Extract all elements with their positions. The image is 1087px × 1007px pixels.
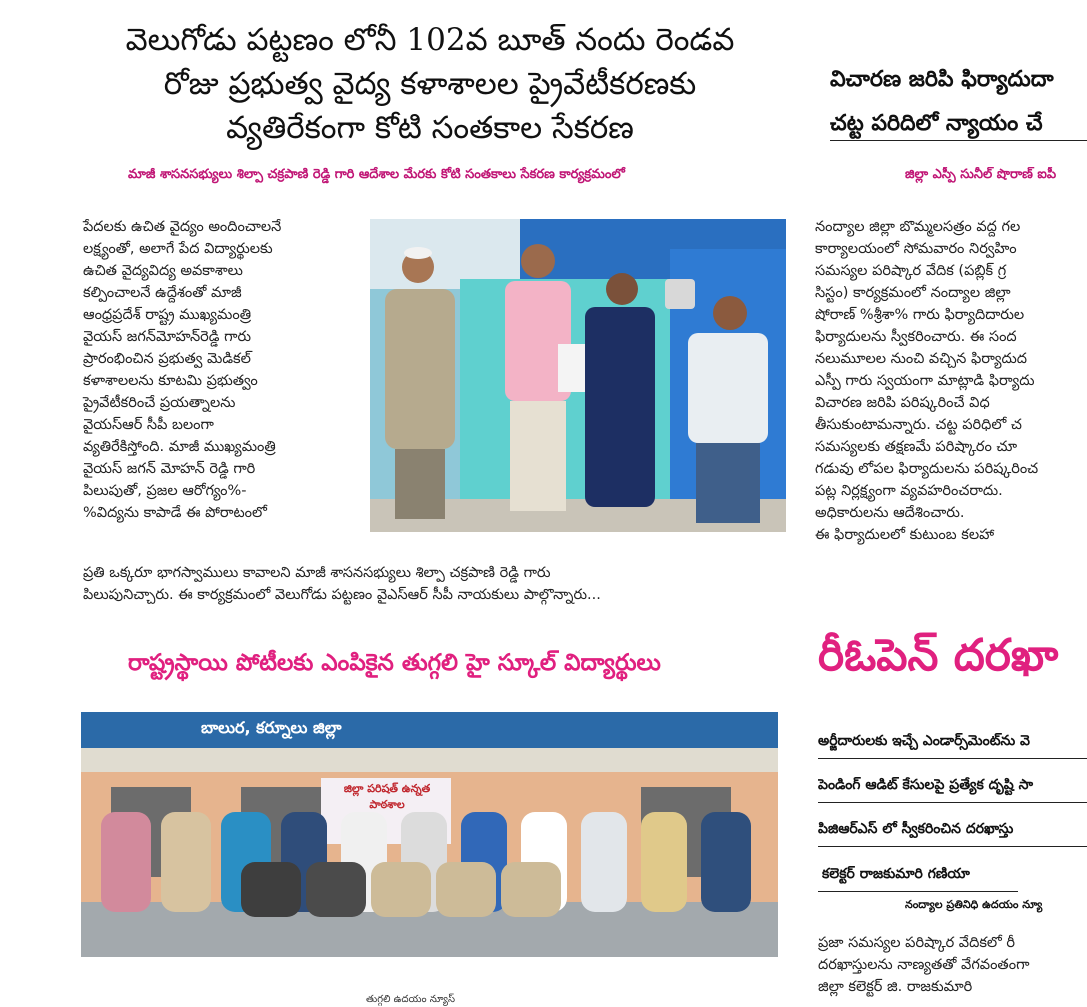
body-line: వ్యతిరేకిస్తోంది. మాజీ ముఖ్యమంత్రి <box>83 439 276 455</box>
headline-line: చట్ట పరిదిలో న్యాయం చే <box>830 111 1043 136</box>
signature-campaign-photo <box>370 219 786 532</box>
story4-subhead-3: పిజిఆర్ఎస్ లో స్వీకరించిన దరఖాస్తు <box>818 821 1014 837</box>
body-line: అధికారులను ఆదేశించారు. <box>815 505 965 521</box>
story2-headline: రాష్ట్రస్థాయి పోటీలకు ఎంపికైన తుగ్గలి హై స్కూల్ విద్యార్థులు <box>128 650 661 676</box>
story3-headline <box>830 58 1087 146</box>
story1-body-narrow <box>83 216 363 524</box>
body-line: కళాశాలలను కూటమి ప్రభుత్వం <box>83 373 258 389</box>
body-line: ఆంధ్రప్రదేశ్ రాష్ట్ర ముఖ్యమంత్రి <box>83 307 252 323</box>
story3-byline: జిల్లా ఎస్పీ సునీల్ షొరాణ్ ఐపీ <box>905 167 1057 182</box>
divider <box>818 891 1018 892</box>
body-line: కార్యాలయంలో సోమవారం నిర్వహిం <box>815 241 1017 257</box>
story4-body <box>818 932 1087 998</box>
story1-headline <box>80 18 780 150</box>
body-line: విచారణ జరిపి పరిష్కరించే విధ <box>815 395 990 411</box>
story4-headline: రీఓపెన్ దరఖా <box>818 630 1059 681</box>
body-line: ఎస్పీ గారు స్వయంగా మాట్లాడి ఫిర్యాదు <box>815 373 1035 389</box>
body-line: షోరాణ్ %శ్రీశా% గారు ఫిర్యాదిదారుల <box>815 307 1025 323</box>
divider <box>818 802 1087 803</box>
body-line: ప్రతి ఒక్కరూ భాగస్వాములు కావాలని మాజీ శాసనసభ్యులు శిల్పా చక్రపాణి రెడ్డి గారు <box>83 565 551 581</box>
story1-body-full <box>83 562 773 606</box>
body-line: లక్ష్యంతో, అలాగే పేద విద్యార్థులకు <box>83 241 273 257</box>
body-line: కల్పించాలనే ఉద్దేశంతో మాజీ <box>83 285 242 301</box>
body-line: నంద్యాల జిల్లా బొమ్మలసత్రం వద్ద గల <box>815 219 1021 235</box>
story1-byline: మాజీ శాసనసభ్యులు శిల్పా చక్రపాణి రెడ్డి గారి ఆదేశాల మేరకు కోటి సంతకాలు సేకరణ కార్యక్రమంలో <box>128 167 625 182</box>
body-line: పిలుపునిచ్చారు. ఈ కార్యక్రమంలో వెలుగోడు పట్టణం వైఎస్ఆర్ సీపీ నాయకులు పాల్గొన్నారు... <box>83 587 601 603</box>
body-line: %విద్యను కాపాడే ఈ పోరాటంలో <box>83 505 267 521</box>
story4-subhead-1: అర్జీదారులకు ఇచ్చే ఎండార్స్‌మెంట్‌ను వె <box>818 733 1031 749</box>
body-line: పిలుపుతో, ప్రజల ఆరోగ్యం%- <box>83 483 247 499</box>
body-line: తీసుకుంటామన్నారు. చట్ట పరిధిలో చ <box>815 417 1022 433</box>
story4-subhead-4: కలెక్టర్ రాజకుమారి గణియా <box>822 866 970 882</box>
body-line: ఉచిత వైద్యవిద్య అవకాశాలు <box>83 263 243 279</box>
body-line: ఫిర్యాదులను స్వీకరించారు. ఈ సంద <box>815 329 1017 345</box>
headline-line: వెలుగోడు పట్టణం లోనీ 102వ బూత్ నందు రెండవ <box>125 22 735 58</box>
story2-photo <box>81 712 778 957</box>
body-line: ప్రైవేటీకరించే ప్రయత్నాలను <box>83 395 236 411</box>
divider <box>818 758 1087 759</box>
headline-line: రోజు ప్రభుత్వ వైద్య కళాశాలల ప్రైవేటీకరణకు <box>163 66 697 102</box>
body-line: సిస్టం) కార్యక్రమంలో నంద్యాల జిల్లా <box>815 285 1011 301</box>
school-group-photo <box>81 712 778 957</box>
body-line: పేదలకు ఉచిత వైద్యం అందించాలనే <box>83 219 282 235</box>
body-line: సమస్యలకు తక్షణమే పరిష్కారం చూ <box>815 439 1018 455</box>
photo-caption: తుగ్గలి ఉదయం న్యూస్ <box>366 994 456 1005</box>
body-line: వైయస్ జగన్ మోహన్ రెడ్డి గారి <box>83 461 256 477</box>
body-line: దరఖాస్తులను నాణ్యతతో వేగవంతంగా <box>818 957 1030 973</box>
body-line: వైయస్ఆర్ సీపీ బలంగా <box>83 417 214 433</box>
divider <box>818 846 1087 847</box>
story4-byline: నంద్యాల ప్రతినిధి ఉదయం న్యూ <box>905 898 1043 911</box>
divider <box>830 140 1087 141</box>
body-line: ప్రారంభించిన ప్రభుత్వ మెడికల్ <box>83 351 251 367</box>
headline-line: విచారణ జరిపి ఫిర్యాదుదా <box>830 67 1054 92</box>
story4-subhead-2: పెండింగ్ ఆడిట్ కేసులపై ప్రత్యేక దృష్టి సా <box>818 777 1034 793</box>
photo-banner-text: జిల్లా పరిషత్ ఉన్నత పాఠశాల <box>343 782 431 811</box>
body-line: గడువు లోపల ఫిర్యాదులను పరిష్కరించ <box>815 461 1039 477</box>
body-line: జిల్లా కలెక్టర్ జి. రాజకుమారి <box>818 979 973 995</box>
body-line: పట్ల నిర్లక్ష్యంగా వ్యవహరించరాదు. <box>815 483 1003 499</box>
body-line: వైయస్ జగన్‌మోహన్‌రెడ్డి గారు <box>83 329 252 345</box>
body-line: ఈ ఫిర్యాదులలో కుటుంబ కలహా <box>815 527 995 543</box>
photo-wall-text: బాలుర, కర్నూలు జిల్లా <box>201 718 342 737</box>
headline-line: వ్యతిరేకంగా కోటి సంతకాల సేకరణ <box>226 110 634 146</box>
body-line: నలుమూలల నుంచి వచ్చిన ఫిర్యాదుద <box>815 351 1027 367</box>
story3-body <box>815 216 1087 546</box>
body-line: సమస్యల పరిష్కార వేదిక (పబ్లిక్ గ్ర <box>815 263 1007 279</box>
body-line: ప్రజా సమస్యల పరిష్కార వేదికలో రీ <box>818 935 1016 951</box>
story1-photo <box>370 219 786 532</box>
